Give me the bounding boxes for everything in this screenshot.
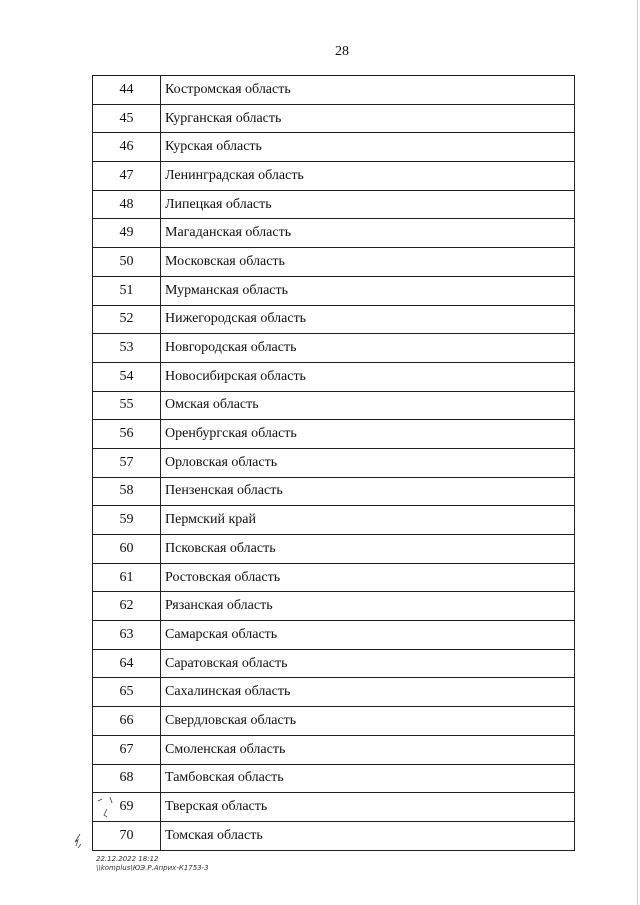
- table-row: [93, 764, 575, 793]
- region-name: Пермский край: [161, 506, 575, 535]
- row-number: 46: [93, 133, 161, 162]
- region-name: Нижегородская область: [161, 305, 575, 334]
- table-row: [93, 248, 575, 277]
- regions-table: [92, 75, 575, 851]
- table-row: [93, 305, 575, 334]
- row-number: 69: [93, 793, 161, 822]
- region-name: Сахалинская область: [161, 678, 575, 707]
- table-row: [93, 162, 575, 191]
- table-row: [93, 506, 575, 535]
- row-number: 60: [93, 535, 161, 564]
- row-number: 70: [93, 821, 161, 850]
- row-number: 48: [93, 190, 161, 219]
- row-number: 57: [93, 448, 161, 477]
- row-number: 49: [93, 219, 161, 248]
- region-name: Тамбовская область: [161, 764, 575, 793]
- row-number: 50: [93, 248, 161, 277]
- region-name: Мурманская область: [161, 276, 575, 305]
- table-row: [93, 104, 575, 133]
- table-row: [93, 276, 575, 305]
- region-name: Оренбургская область: [161, 420, 575, 449]
- table-row: [93, 477, 575, 506]
- table-row: [93, 334, 575, 363]
- region-name: Новгородская область: [161, 334, 575, 363]
- region-name: Курская область: [161, 133, 575, 162]
- regions-table-body: [93, 76, 575, 851]
- table-row: [93, 420, 575, 449]
- region-name: Тверская область: [161, 793, 575, 822]
- region-name: Псковская область: [161, 535, 575, 564]
- pen-mark-scribble: [88, 795, 128, 850]
- row-number: 55: [93, 391, 161, 420]
- region-name: Омская область: [161, 391, 575, 420]
- table-row: [93, 793, 575, 822]
- table-row: [93, 448, 575, 477]
- row-number: 64: [93, 649, 161, 678]
- table-row: [93, 678, 575, 707]
- page-number: 28: [335, 44, 349, 59]
- row-number: 53: [93, 334, 161, 363]
- region-name: Новосибирская область: [161, 362, 575, 391]
- row-number: 67: [93, 735, 161, 764]
- region-name: Самарская область: [161, 621, 575, 650]
- table-row: [93, 707, 575, 736]
- row-number: 52: [93, 305, 161, 334]
- table-row: [93, 391, 575, 420]
- row-number: 65: [93, 678, 161, 707]
- table-row: [93, 362, 575, 391]
- table-row: [93, 621, 575, 650]
- row-number: 62: [93, 592, 161, 621]
- row-number: 58: [93, 477, 161, 506]
- footer-timestamp: 22.12.2022 18:12: [96, 855, 159, 863]
- document-footer: [96, 855, 209, 873]
- row-number: 61: [93, 563, 161, 592]
- region-name: Московская область: [161, 248, 575, 277]
- table-row: [93, 219, 575, 248]
- row-number: 68: [93, 764, 161, 793]
- row-number: 63: [93, 621, 161, 650]
- region-name: Томская область: [161, 821, 575, 850]
- table-row: [93, 821, 575, 850]
- table-row: [93, 133, 575, 162]
- pen-mark-left: [72, 830, 86, 850]
- table-row: [93, 735, 575, 764]
- region-name: Липецкая область: [161, 190, 575, 219]
- region-name: Орловская область: [161, 448, 575, 477]
- row-number: 66: [93, 707, 161, 736]
- region-name: Ростовская область: [161, 563, 575, 592]
- region-name: Костромская область: [161, 76, 575, 105]
- table-row: [93, 563, 575, 592]
- row-number: 59: [93, 506, 161, 535]
- table-row: [93, 592, 575, 621]
- region-name: Магаданская область: [161, 219, 575, 248]
- footer-file-path: \\komplus\ЮЭ.Р.Априх-К1753-3: [96, 864, 209, 872]
- row-number: 47: [93, 162, 161, 191]
- region-name: Смоленская область: [161, 735, 575, 764]
- region-name: Пензенская область: [161, 477, 575, 506]
- region-name: Саратовская область: [161, 649, 575, 678]
- row-number: 44: [93, 76, 161, 105]
- row-number: 51: [93, 276, 161, 305]
- table-row: [93, 190, 575, 219]
- row-number: 54: [93, 362, 161, 391]
- table-row: [93, 76, 575, 105]
- region-name: Свердловская область: [161, 707, 575, 736]
- row-number: 56: [93, 420, 161, 449]
- table-row: [93, 535, 575, 564]
- region-name: Рязанская область: [161, 592, 575, 621]
- region-name: Курганская область: [161, 104, 575, 133]
- scan-edge-line: [637, 0, 638, 905]
- region-name: Ленинградская область: [161, 162, 575, 191]
- table-row: [93, 649, 575, 678]
- row-number: 45: [93, 104, 161, 133]
